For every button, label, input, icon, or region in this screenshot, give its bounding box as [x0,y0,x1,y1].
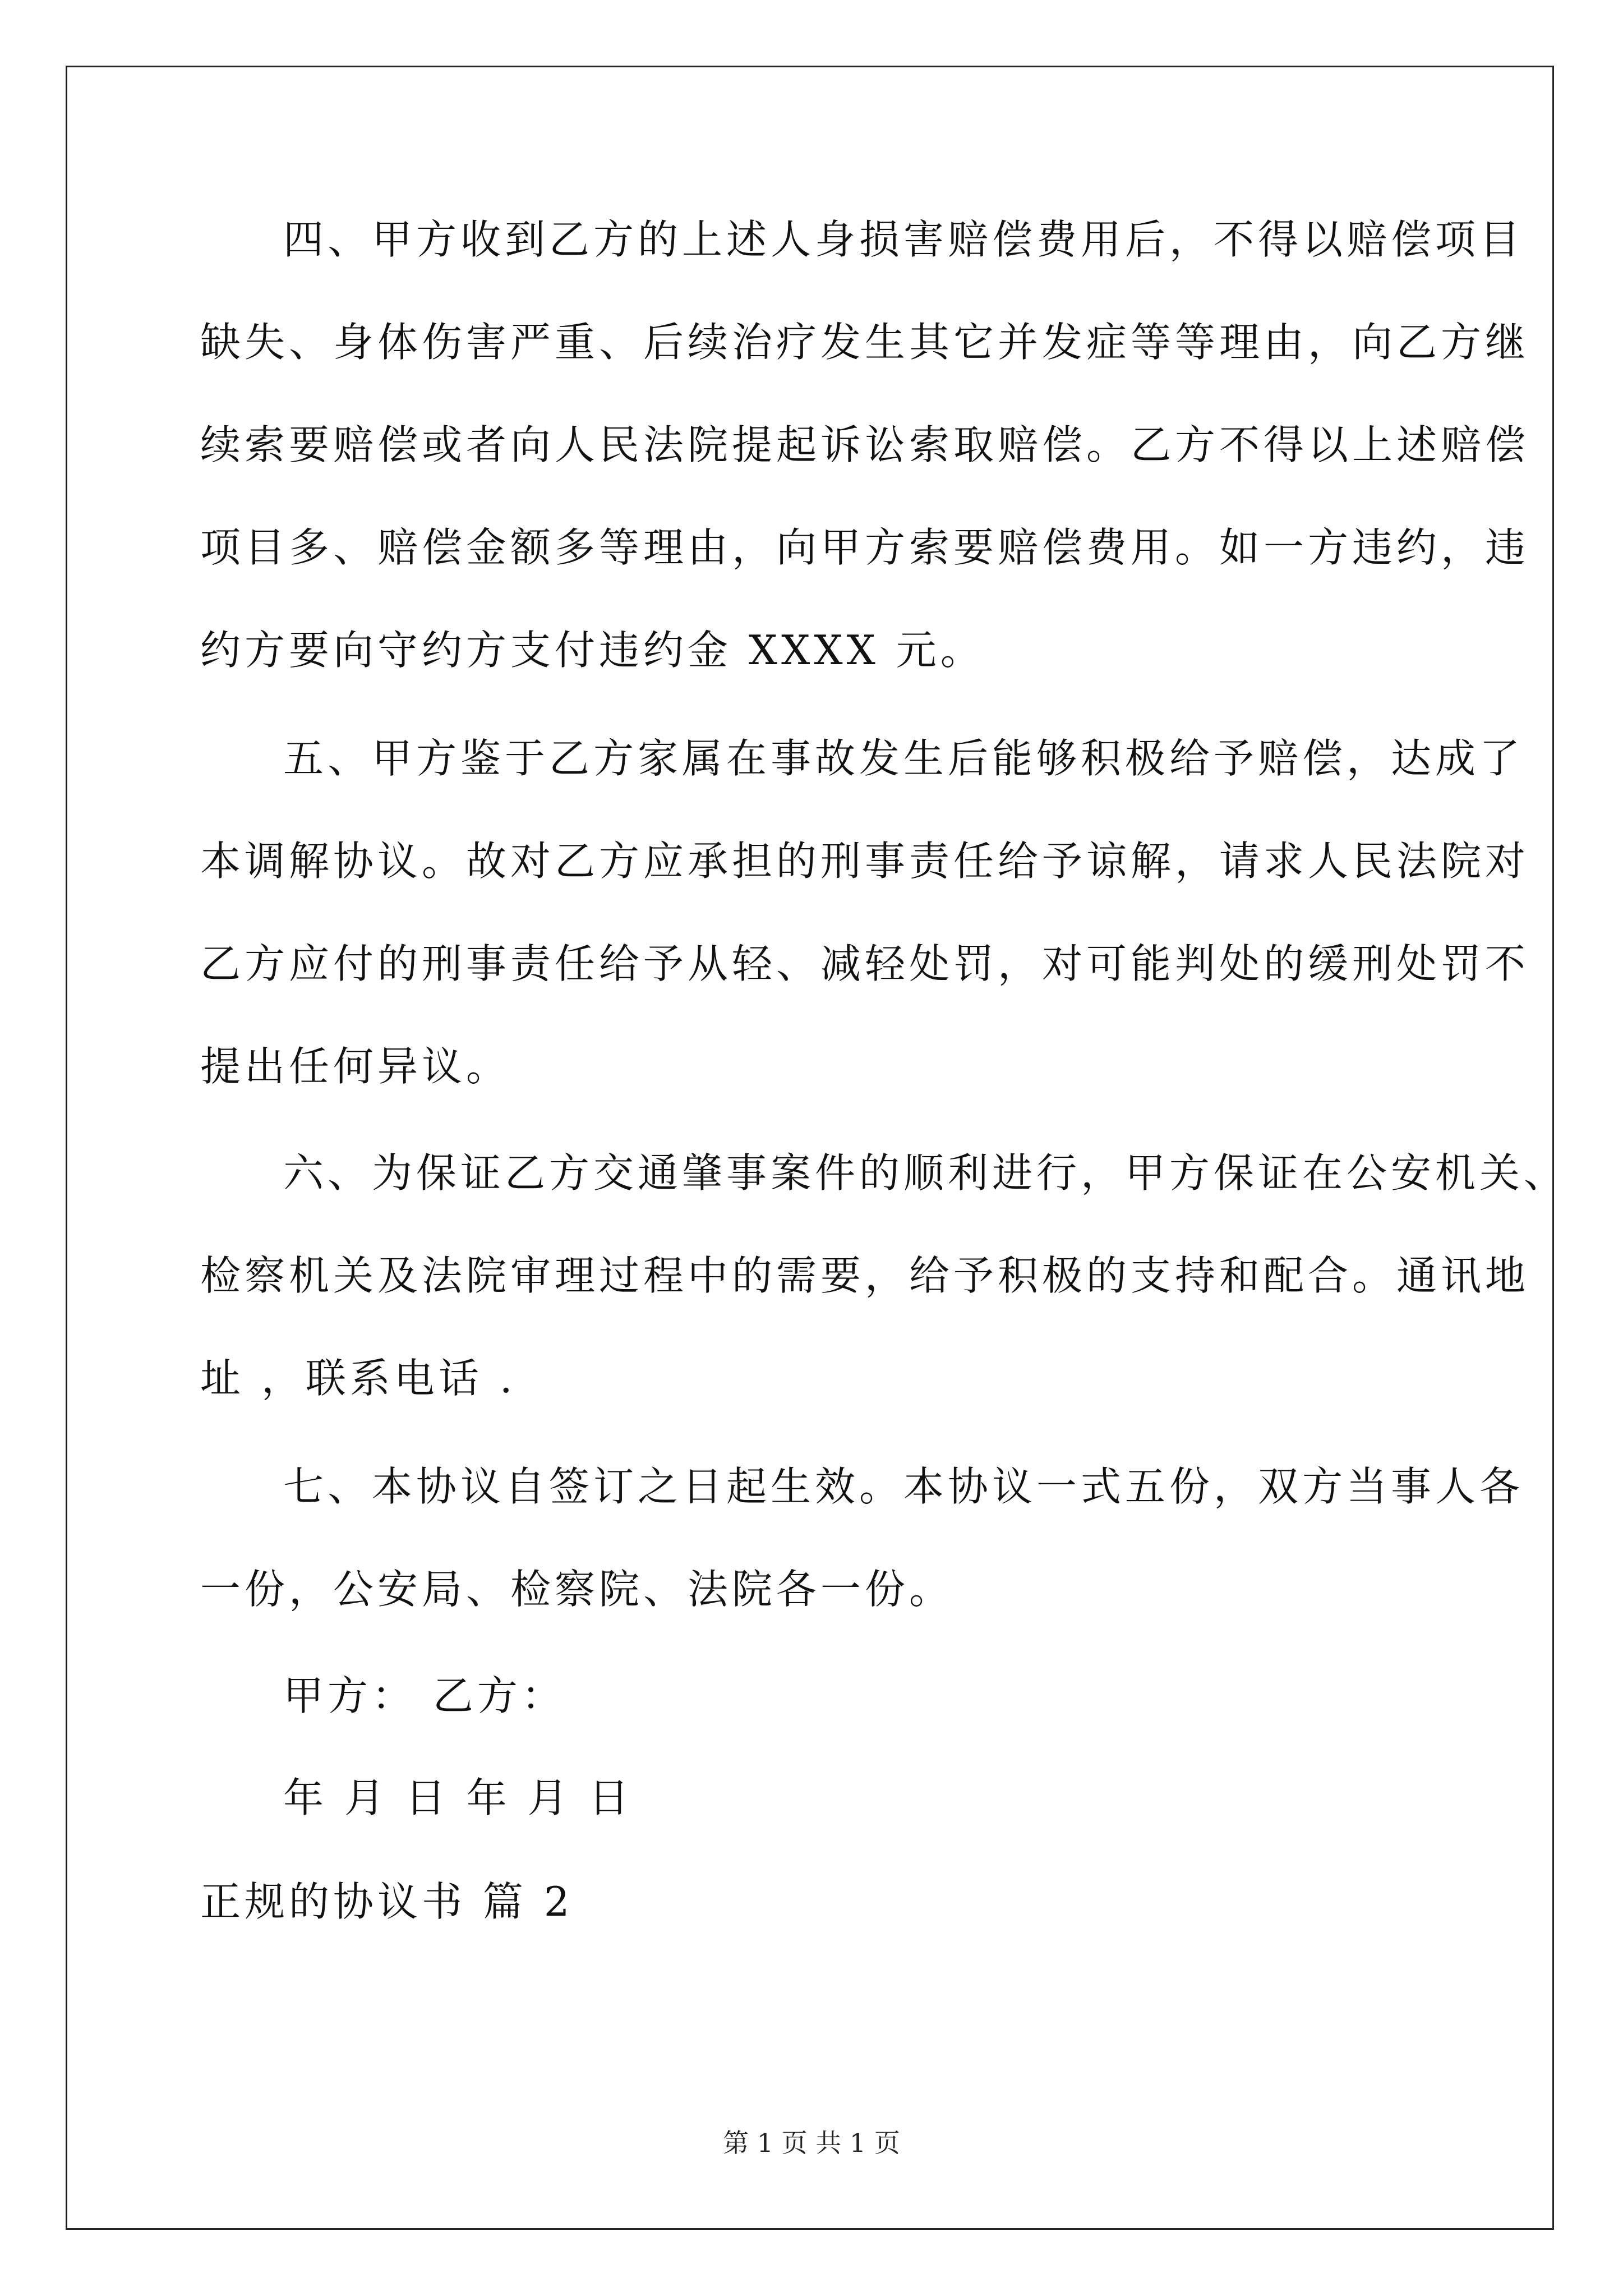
paragraph-6-line-3: 址 ，联系电话 . [200,1355,517,1402]
section-heading: 正规的协议书 篇 2 [200,1878,574,1925]
paragraph-5-line-3: 乙方应付的刑事责任给予从轻、减轻处罚，对可能判处的缓刑处罚不 [200,940,1530,987]
paragraph-4-line-3: 续索要赔偿或者向人民法院提起诉讼索取赔偿。乙方不得以上述赔偿 [200,421,1530,468]
paragraph-7-line-1: 七、本协议自签订之日起生效。本协议一式五份，双方当事人各 [283,1463,1524,1510]
paragraph-6-line-1: 六、为保证乙方交通肇事案件的顺利进行，甲方保证在公安机关、 [283,1149,1569,1197]
paragraph-5-line-4: 提出任何异议。 [200,1043,511,1090]
paragraph-5-line-1: 五、甲方鉴于乙方家属在事故发生后能够积极给予赔偿，达成了 [283,735,1524,782]
paragraph-4-line-4: 项目多、赔偿金额多等理由，向甲方索要赔偿费用。如一方违约，违 [200,524,1530,571]
paragraph-4-line-5: 约方要向守约方支付违约金 XXXX 元。 [200,627,985,674]
paragraph-6-line-2: 检察机关及法院审理过程中的需要，给予积极的支持和配合。通讯地 [200,1252,1530,1299]
signature-parties: 甲方： 乙方： [283,1672,566,1719]
page-footer: 第 1 页 共 1 页 [723,2128,900,2158]
signature-dates: 年 月 日 年 月 日 [283,1774,633,1821]
paragraph-5-line-2: 本调解协议。故对乙方应承担的刑事责任给予谅解，请求人民法院对 [200,838,1530,885]
paragraph-4-line-1: 四、甲方收到乙方的上述人身损害赔偿费用后，不得以赔偿项目 [283,216,1524,263]
paragraph-4-line-2: 缺失、身体伤害严重、后续治疗发生其它并发症等等理由，向乙方继 [200,319,1530,366]
paragraph-7-line-2: 一份，公安局、检察院、法院各一份。 [200,1566,954,1613]
